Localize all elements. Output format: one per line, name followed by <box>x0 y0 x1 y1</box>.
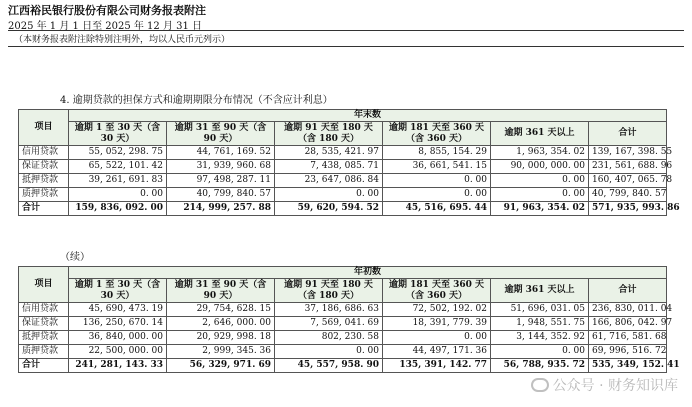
amount-cell: 231, 561, 688. 96 <box>589 160 667 174</box>
header-rule-bottom <box>8 46 684 47</box>
amount-cell: 37, 186, 686. 63 <box>275 303 383 317</box>
section-title: 4. 逾期贷款的担保方式和逾期期限分布情况（不含应计利息） <box>60 95 333 106</box>
amount-cell: 23, 647, 086. 84 <box>275 174 383 188</box>
row-label: 质押贷款 <box>19 188 69 202</box>
header-rule-top <box>8 30 684 31</box>
col-header-6: 合计 <box>589 279 667 303</box>
amount-cell: 0. 00 <box>491 174 589 188</box>
amount-cell: 0. 00 <box>383 174 491 188</box>
amount-cell: 36, 661, 541. 15 <box>383 160 491 174</box>
amount-cell: 0. 00 <box>383 188 491 202</box>
amount-cell: 59, 620, 594. 52 <box>275 202 383 216</box>
amount-cell: 45, 516, 695. 44 <box>383 202 491 216</box>
row-label: 抵押贷款 <box>19 174 69 188</box>
col-header-1: 逾期 1 至 30 天（含 30 天） <box>69 279 167 303</box>
amount-cell: 72, 502, 192. 02 <box>383 303 491 317</box>
item-header: 项目 <box>19 110 69 146</box>
period-group-header: 年末数 <box>69 110 667 122</box>
watermark-text: 公众号 · 财务知识库 <box>552 378 678 394</box>
row-label: 质押贷款 <box>19 345 69 359</box>
amount-cell: 69, 996, 516. 72 <box>589 345 667 359</box>
amount-cell: 136, 250, 670. 14 <box>69 317 167 331</box>
report-period: 2025 年 1 月 1 日至 2025 年 12 月 31 日 <box>8 21 203 32</box>
amount-cell: 135, 391, 142. 77 <box>383 359 491 373</box>
total-row <box>19 202 667 216</box>
amount-cell: 45, 690, 473. 19 <box>69 303 167 317</box>
continued-label: （续） <box>60 252 90 263</box>
amount-cell: 45, 557, 958. 90 <box>275 359 383 373</box>
item-header: 项目 <box>19 267 69 303</box>
amount-cell: 20, 929, 998. 18 <box>167 331 275 345</box>
amount-cell: 2, 646, 000. 00 <box>167 317 275 331</box>
amount-cell: 90, 000, 000. 00 <box>491 160 589 174</box>
table-row <box>19 146 667 160</box>
amount-cell: 39, 261, 691. 83 <box>69 174 167 188</box>
amount-cell: 1, 948, 551. 75 <box>491 317 589 331</box>
amount-cell: 65, 522, 101. 42 <box>69 160 167 174</box>
overdue-loans-table-year-begin <box>18 266 680 373</box>
col-header-3: 逾期 91 天至 180 天（含 180 天） <box>275 122 383 146</box>
period-group-header: 年初数 <box>69 267 667 279</box>
amount-cell: 44, 761, 169. 52 <box>167 146 275 160</box>
table-row <box>19 331 667 345</box>
document-title: 江西裕民银行股份有限公司财务报表附注 <box>8 4 206 17</box>
amount-cell: 571, 935, 993. 86 <box>589 202 667 216</box>
col-header-5: 逾期 361 天以上 <box>491 122 589 146</box>
amount-cell: 535, 349, 152. 41 <box>589 359 667 373</box>
amount-cell: 29, 754, 628. 15 <box>167 303 275 317</box>
table-row <box>19 345 667 359</box>
amount-cell: 28, 535, 421. 97 <box>275 146 383 160</box>
table-row <box>19 303 667 317</box>
col-header-4: 逾期 181 天至 360 天（含 360 天） <box>383 279 491 303</box>
col-header-3: 逾期 91 天至 180 天（含 180 天） <box>275 279 383 303</box>
amount-cell: 0. 00 <box>383 331 491 345</box>
table-row <box>19 174 667 188</box>
table-row <box>19 317 667 331</box>
amount-cell: 2, 999, 345. 36 <box>167 345 275 359</box>
wechat-icon <box>531 378 549 392</box>
amount-cell: 166, 806, 042. 97 <box>589 317 667 331</box>
amount-cell: 160, 407, 065. 78 <box>589 174 667 188</box>
table-row <box>19 160 667 174</box>
overdue-loans-table-year-end <box>18 109 680 216</box>
amount-cell: 44, 497, 171. 36 <box>383 345 491 359</box>
col-header-5: 逾期 361 天以上 <box>491 279 589 303</box>
amount-cell: 91, 963, 354. 02 <box>491 202 589 216</box>
row-label: 信用贷款 <box>19 303 69 317</box>
amount-cell: 0. 00 <box>275 345 383 359</box>
amount-cell: 51, 696, 031. 05 <box>491 303 589 317</box>
amount-cell: 7, 569, 041. 69 <box>275 317 383 331</box>
amount-cell: 0. 00 <box>491 188 589 202</box>
currency-note: （本财务报表附注除特别注明外，均以人民币元列示） <box>14 35 231 45</box>
amount-cell: 36, 840, 000. 00 <box>69 331 167 345</box>
amount-cell: 56, 329, 971. 69 <box>167 359 275 373</box>
col-header-1: 逾期 1 至 30 天（含 30 天） <box>69 122 167 146</box>
amount-cell: 31, 939, 960. 68 <box>167 160 275 174</box>
amount-cell: 139, 167, 398. 55 <box>589 146 667 160</box>
amount-cell: 3, 144, 352. 92 <box>491 331 589 345</box>
row-label: 抵押贷款 <box>19 331 69 345</box>
row-label: 合计 <box>19 202 69 216</box>
col-header-4: 逾期 181 天至 360 天（含 360 天） <box>383 122 491 146</box>
amount-cell: 55, 052, 298. 75 <box>69 146 167 160</box>
amount-cell: 97, 498, 287. 11 <box>167 174 275 188</box>
amount-cell: 802, 230. 58 <box>275 331 383 345</box>
amount-cell: 18, 391, 779. 39 <box>383 317 491 331</box>
amount-cell: 40, 799, 840. 57 <box>589 188 667 202</box>
col-header-6: 合计 <box>589 122 667 146</box>
watermark <box>531 375 678 395</box>
amount-cell: 0. 00 <box>275 188 383 202</box>
total-row <box>19 359 667 373</box>
amount-cell: 241, 281, 143. 33 <box>69 359 167 373</box>
amount-cell: 236, 830, 011. 04 <box>589 303 667 317</box>
row-label: 保证贷款 <box>19 160 69 174</box>
row-label: 信用贷款 <box>19 146 69 160</box>
amount-cell: 1, 963, 354. 02 <box>491 146 589 160</box>
row-label: 保证贷款 <box>19 317 69 331</box>
amount-cell: 159, 836, 092. 00 <box>69 202 167 216</box>
amount-cell: 61, 716, 581. 68 <box>589 331 667 345</box>
table-row <box>19 188 667 202</box>
amount-cell: 40, 799, 840. 57 <box>167 188 275 202</box>
amount-cell: 56, 788, 935. 72 <box>491 359 589 373</box>
amount-cell: 7, 438, 085. 71 <box>275 160 383 174</box>
row-label: 合计 <box>19 359 69 373</box>
amount-cell: 22, 500, 000. 00 <box>69 345 167 359</box>
amount-cell: 214, 999, 257. 88 <box>167 202 275 216</box>
col-header-2: 逾期 31 至 90 天（含 90 天） <box>167 122 275 146</box>
amount-cell: 0. 00 <box>491 345 589 359</box>
amount-cell: 8, 855, 154. 29 <box>383 146 491 160</box>
amount-cell: 0. 00 <box>69 188 167 202</box>
col-header-2: 逾期 31 至 90 天（含 90 天） <box>167 279 275 303</box>
